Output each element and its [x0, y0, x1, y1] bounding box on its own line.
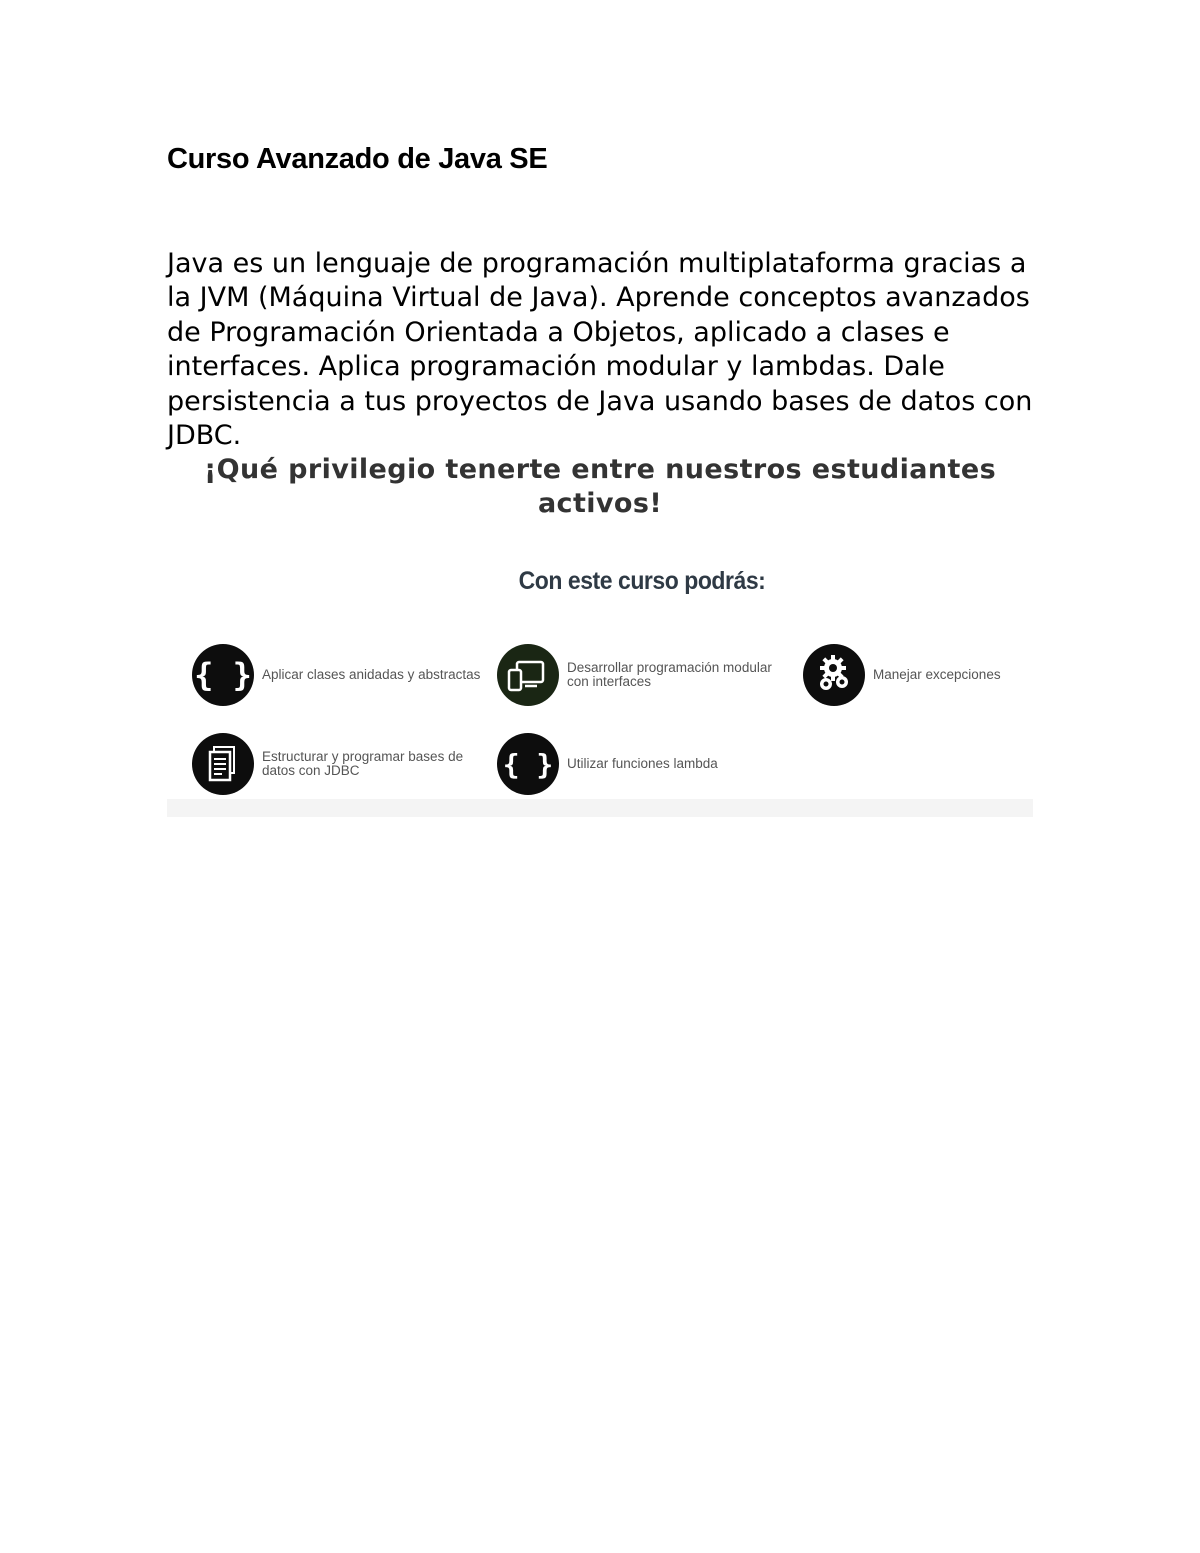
feature-item [192, 644, 482, 706]
features-panel [167, 555, 1033, 817]
page-title: Curso Avanzado de Java SE [167, 143, 548, 175]
features-heading: Con este curso podrás: [518, 567, 766, 595]
document-icon [192, 733, 254, 795]
feature-label: Estructurar y programar bases de datos con JDBC [262, 749, 464, 778]
curly-braces-icon [497, 733, 559, 795]
curly-braces-icon [192, 644, 254, 706]
feature-label: Manejar excepciones [873, 667, 1001, 682]
feature-item [497, 733, 787, 795]
highlight-message: ¡Qué privilegio tenerte entre nuestros estudiantes activos! [203, 454, 997, 520]
feature-item [192, 733, 482, 795]
feature-item [497, 644, 787, 706]
devices-icon [497, 644, 559, 706]
feature-item [803, 644, 1093, 706]
feature-label: Aplicar clases anidadas y abstractas [262, 667, 481, 682]
feature-label: Utilizar funciones lambda [567, 756, 718, 771]
gears-icon [803, 644, 865, 706]
panel-bottom-strip [167, 799, 1033, 817]
feature-label: Desarrollar programación modular con interfaces [567, 660, 772, 689]
svg-text:{ }: { } [194, 656, 252, 694]
intro-paragraph: Java es un lenguaje de programación multiplataforma gracias a la JVM (Máquina Virtual de Java). Aprende conceptos avanzados de Programación Orientada a Objetos, aplicado a clases e interfaces. Aplica programación modular y lambdas. Dale persistencia a tus proyectos de Java usando bases de datos con JDBC. [167, 248, 1033, 452]
svg-text:{ }: { } [502, 748, 554, 781]
